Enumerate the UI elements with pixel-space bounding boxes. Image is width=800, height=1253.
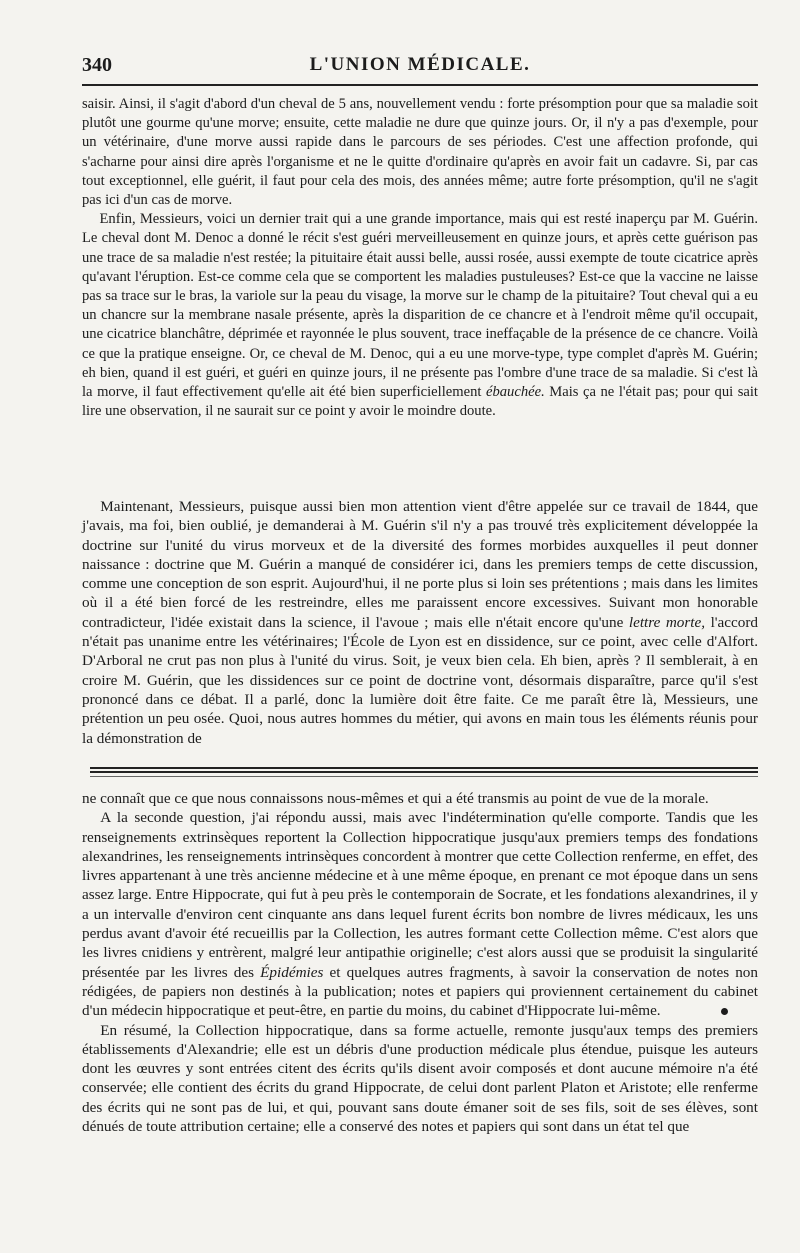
article-section-veterinary-1 xyxy=(82,95,758,421)
page-header xyxy=(82,50,758,80)
paragraph-text: A la seconde question, j'ai répondu aussi, mais avec l'indétermination qu'elle comporte. Tandis que les renseignements extrinsèques reportent la Collection hippocratique jusqu'aux premiers temps des fondations alexandrines, les renseignements intrinsèques concordent à montrer que cette Collection renferme, en effet, des livres appartenant à une très ancienne médecine et à une même époque, en prenant ce mot époque dans un sens assez large. Entre Hippocrate, qui fut à peu près le contemporain de Socrate, et les fondations alexandrines, il y a un intervalle d'environ cent cinquante ans dans lequel furent écrits bon nombre de livres médicaux, les uns perdus avant d'avoir été recueillis par la Collection, les autres formant cette Collection même. C'est alors que les livres cnidiens y entrèrent, malgré leur antipathie originelle; c'est alors aussi que se produisit la singularité présentée par les livres des xyxy=(82,809,758,981)
italic-text: lettre morte, xyxy=(628,613,706,631)
page-number: 340 xyxy=(82,54,112,76)
italic-text: ébauchée. xyxy=(485,384,545,401)
paragraph-text: En résumé, la Collection hippocratique, dans sa forme actuelle, remonte jusqu'aux temps des premiers établissements d'Alexandrie; elle est un débris d'une production médicale plus étendue, puisque les auteurs dont les œuvres y sont entrées citent des écrits qu'ils disent avoir composés et dont aucune mémoire n'a été conservée; elle contient des écrits du grand Hippocrate, de celui dont parlent Platon et Aristote; elle renferme des écrits qui ne sont pas de lui, et qui, pouvant sans doute émaner soit de ses fils, soit de ses élèves, sont dénués de toute attribution certaine; elle a conservé des notes et papiers qui sont dans un état tel que xyxy=(82,1021,758,1136)
paragraph-text: l'accord n'était pas unanime entre les vétérinaires; l'École de Lyon est en dissidence, sur ce point, avec celle d'Alfort. D'Arboral ne crut pas non plus à l'unité du virus. Soit, je veux bien cela. Eh bien, après ? Il semblerait, à en croire M. Guérin, que les dissidences sur ce point de doctrine vont, désormais disparaître, parce qu'il s'est prononcé dans ce débat. Il a parlé, donc la lumière doit être faite. Ce me paraît être là, Messieurs, une prétention un peu osée. Quoi, nous autres hommes du métier, qui avons en main tous les éléments réunis pour la démonstration de xyxy=(82,613,758,747)
paragraph xyxy=(82,1021,758,1137)
paragraph-text: saisir. Ainsi, il s'agit d'abord d'un cheval de 5 ans, nouvellement vendu : forte présomption pour que sa maladie soit plutôt une gourme qu'une morve; ensuite, cette maladie ne dure que quinze jours. Or, il n'y a pas d'exemple, pour un vétérinaire, d'une morve aussi rapide dans le parcours de ses périodes. C'est une affection profonde, qui s'acharne pour ainsi dire après l'organisme et ne le quitte d'ordinaire qu'après en avoir fait un cadavre. Si, par cas tout exceptionnel, elle guérit, il faut pour cela des mois, des années même; autre forte présomption, qu'il ne s'agit pas ici d'un cas de morve. xyxy=(82,96,758,209)
section-separator-underline xyxy=(90,776,758,777)
article-section-veterinary-2 xyxy=(82,497,758,748)
paragraph-text: Enfin, Messieurs, voici un dernier trait qui a une grande importance, mais qui est resté inaperçu par M. Guérin. Le cheval dont M. Denoc a donné le récit s'est guéri merveilleusement en quinze jours, et après cette guérison pas une trace de sa maladie n'est restée; la pituitaire était aussi belle, aussi rosée, aussi exempte de toute cicatrice après qu'avant l'éruption. Est-ce comme cela que se comportent les maladies pustuleuses? Est-ce que la vaccine ne laisse pas sa trace sur le bras, la variole sur la peau du visage, la morve sur le champ de la pituitaire? Tout cheval qui a eu un chancre sur la membrane nasale présente, après la disparition de ce chancre et à l'endroit même qu'il occupait, une cicatrice blanchâtre, déprimée et rayonnée le plus souvent, trace ineffaçable de la présence de ce chancre. Voilà ce que la pratique enseigne. Or, ce cheval de M. Denoc, qui a eu une morve-type, type complet d'après M. Guérin; eh bien, quand il est guéri, et guéri en quinze jours, il ne présente pas l'ombre d'une trace de sa maladie. Si c'est là la morve, il faut effectivement qu'elle ait été bien superficiellement xyxy=(82,211,758,401)
paragraph xyxy=(82,95,758,210)
bullet-dot xyxy=(721,1008,728,1015)
paragraph-text: et quelques autres fragments, à savoir la conservation de notes non rédigées, de papiers non destinés à la publication; notes et papiers qui proviennent certainement du cabinet d'un médecin hippocratique et peut-être, en partie du moins, du cabinet d'Hippocrate lui-même. xyxy=(82,963,758,1020)
paragraph xyxy=(82,497,758,748)
section-separator xyxy=(90,767,758,773)
italic-text: Épidémies xyxy=(260,963,324,981)
header-rule xyxy=(82,84,758,86)
paragraph xyxy=(82,789,758,808)
paragraph-text: Mais ça ne l'était pas; pour qui sait lire une observation, il ne saurait sur ce point y avoir le moindre doute. xyxy=(82,384,758,420)
paragraph-text: ne connaît que ce que nous connaissons nous-mêmes et qui a été transmis au point de vue de la morale. xyxy=(82,790,709,807)
article-section-hippocratic xyxy=(82,789,758,1136)
paragraph xyxy=(82,210,758,421)
paragraph-text: Maintenant, Messieurs, puisque aussi bien mon attention vient d'être appelée sur ce travail de 1844, que j'avais, ma foi, bien oublié, je demanderai à M. Guérin s'il n'y a pas trouvé très explicitement développée la doctrine sur l'unité du virus morveux et de la diversité des formes morbides auxquelles il peut donner naissance : doctrine que M. Guérin a manqué de considérer ici, dans les premiers temps de cette discussion, comme une conception de son esprit. Aujourd'hui, il ne porte plus si loin ses prétentions ; mais dans les limites où il a été bien forcé de les restreindre, elles me paraissent encore excessives. Suivant mon honorable contradicteur, l'idée existait dans la science, il l'avoue ; mais elle n'était encore qu'une xyxy=(82,498,758,631)
running-title: L'UNION MÉDICALE. xyxy=(309,54,531,75)
paragraph xyxy=(82,808,758,1020)
